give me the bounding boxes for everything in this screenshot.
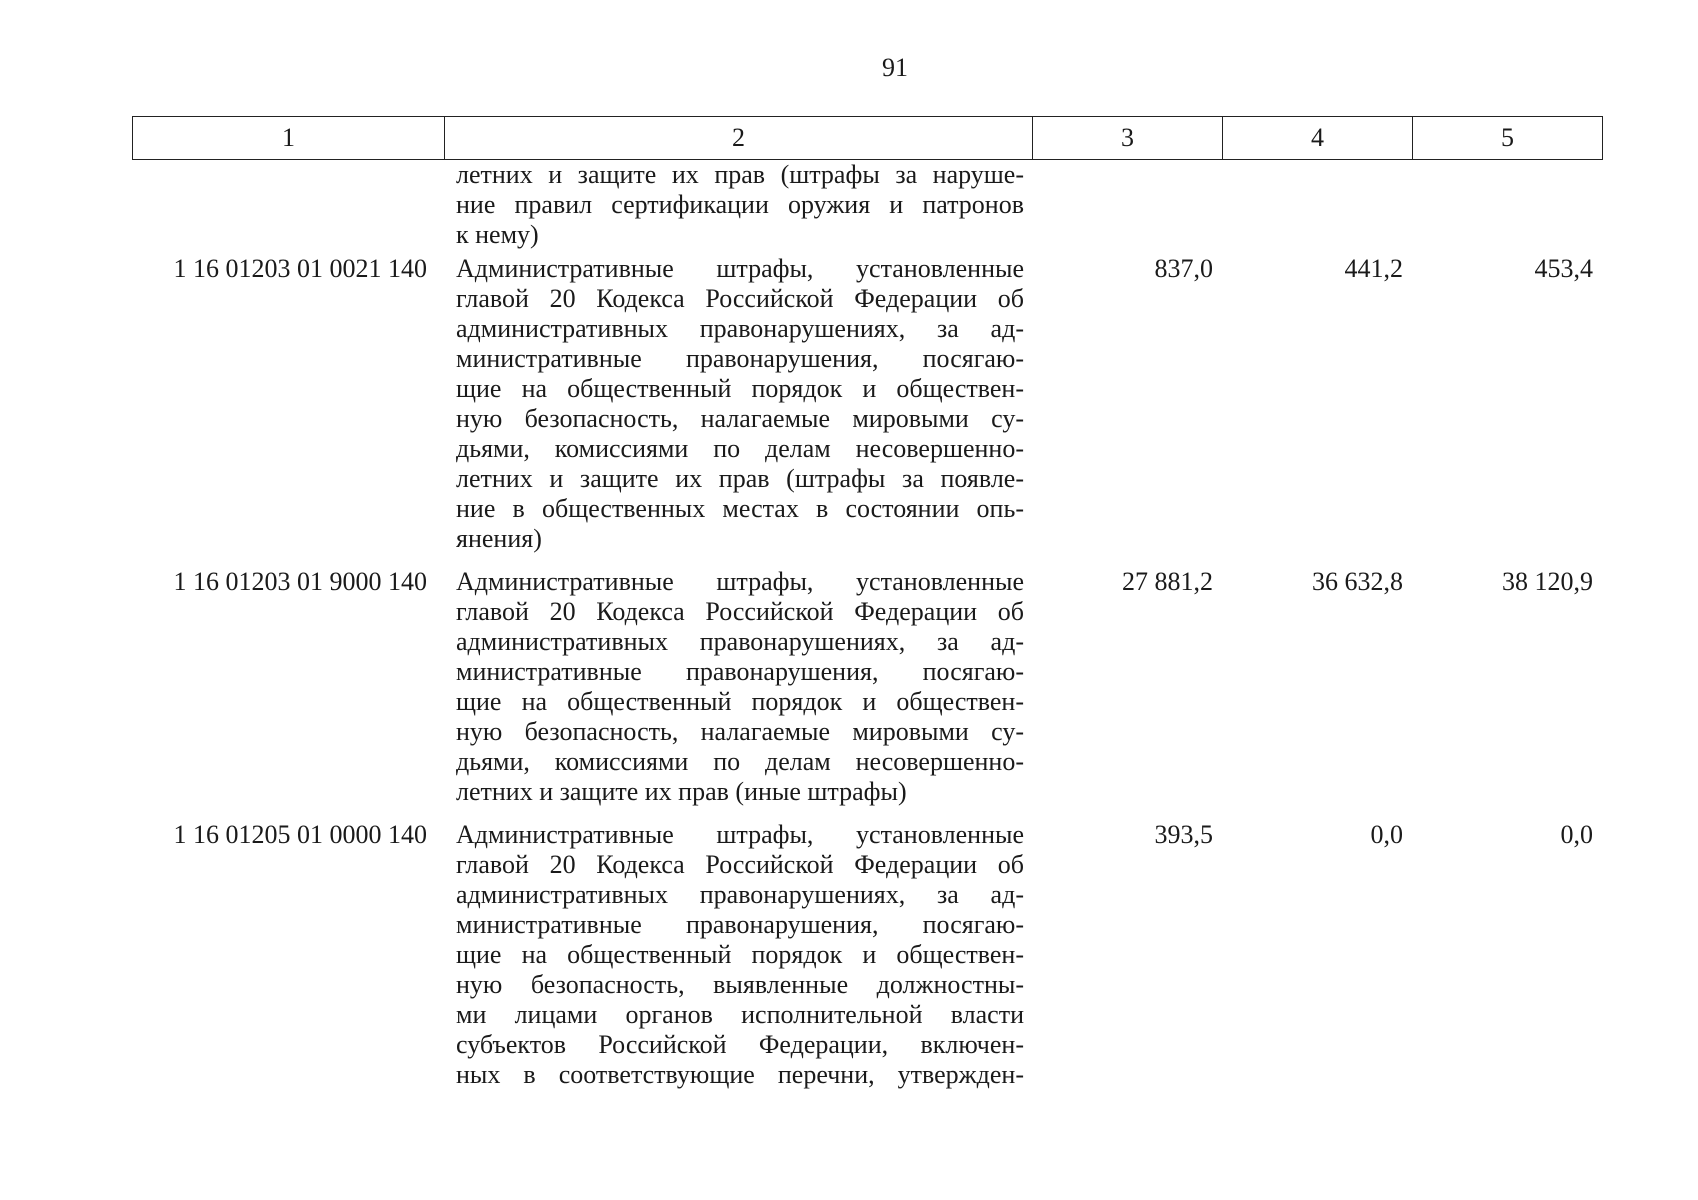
description-line: щие на общественный порядок и обществен- xyxy=(456,940,1024,969)
description-line: административных правонарушениях, за ад- xyxy=(456,880,1024,909)
row-description xyxy=(456,820,1024,1090)
description-line: ную безопасность, налагаемые мировыми су- xyxy=(456,717,1024,746)
description-line: дьями, комиссиями по делам несовершенно- xyxy=(456,434,1024,463)
description-line: главой 20 Кодекса Российской Федерации об xyxy=(456,850,1024,879)
description-line: главой 20 Кодекса Российской Федерации об xyxy=(456,597,1024,626)
description-line: министративные правонарушения, посягаю- xyxy=(456,657,1024,686)
header-col-2: 2 xyxy=(445,117,1033,160)
page-number: 91 xyxy=(882,53,908,82)
table-header xyxy=(132,116,1603,160)
description-line: министративные правонарушения, посягаю- xyxy=(456,344,1024,373)
row-value-col-4: 0,0 xyxy=(1370,820,1403,849)
description-line: Административные штрафы, установленные xyxy=(456,254,1024,283)
description-line: летних и защите их прав (штрафы за наруше- xyxy=(456,160,1024,189)
row-value-col-3: 27 881,2 xyxy=(1122,567,1213,596)
description-line: главой 20 Кодекса Российской Федерации об xyxy=(456,284,1024,313)
row-description xyxy=(456,160,1024,250)
row-value-col-4: 36 632,8 xyxy=(1312,567,1403,596)
description-line: Административные штрафы, установленные xyxy=(456,820,1024,849)
description-line: летних и защите их прав (штрафы за появле- xyxy=(456,464,1024,493)
row-value-col-3: 837,0 xyxy=(1154,254,1213,283)
description-line: к нему) xyxy=(456,220,539,249)
description-line: ние правил сертификации оружия и патронов xyxy=(456,190,1024,219)
description-line: субъектов Российской Федерации, включен- xyxy=(456,1030,1024,1059)
row-code: 1 16 01205 01 0000 140 xyxy=(173,820,427,849)
description-line: янения) xyxy=(456,524,542,553)
description-line: ние в общественных местах в состоянии опь- xyxy=(456,494,1024,523)
row-value-col-5: 453,4 xyxy=(1534,254,1593,283)
description-line: летних и защите их прав (иные штрафы) xyxy=(456,777,907,806)
row-description xyxy=(456,254,1024,554)
row-code: 1 16 01203 01 9000 140 xyxy=(173,567,427,596)
row-value-col-5: 38 120,9 xyxy=(1502,567,1593,596)
description-line: ную безопасность, налагаемые мировыми су- xyxy=(456,404,1024,433)
description-line: административных правонарушениях, за ад- xyxy=(456,314,1024,343)
header-col-1: 1 xyxy=(133,117,445,160)
row-value-col-3: 393,5 xyxy=(1154,820,1213,849)
description-line: щие на общественный порядок и обществен- xyxy=(456,687,1024,716)
header-col-3: 3 xyxy=(1033,117,1223,160)
description-line: щие на общественный порядок и обществен- xyxy=(456,374,1024,403)
description-line: ных в соответствующие перечни, утвержден- xyxy=(456,1060,1024,1089)
description-line: ную безопасность, выявленные должностны- xyxy=(456,970,1024,999)
row-code: 1 16 01203 01 0021 140 xyxy=(173,254,427,283)
description-line: административных правонарушениях, за ад- xyxy=(456,627,1024,656)
header-col-4: 4 xyxy=(1223,117,1413,160)
row-value-col-5: 0,0 xyxy=(1560,820,1593,849)
description-line: Административные штрафы, установленные xyxy=(456,567,1024,596)
description-line: дьями, комиссиями по делам несовершенно- xyxy=(456,747,1024,776)
description-line: министративные правонарушения, посягаю- xyxy=(456,910,1024,939)
row-description xyxy=(456,567,1024,807)
description-line: ми лицами органов исполнительной власти xyxy=(456,1000,1024,1029)
row-value-col-4: 441,2 xyxy=(1344,254,1403,283)
header-col-5: 5 xyxy=(1413,117,1603,160)
